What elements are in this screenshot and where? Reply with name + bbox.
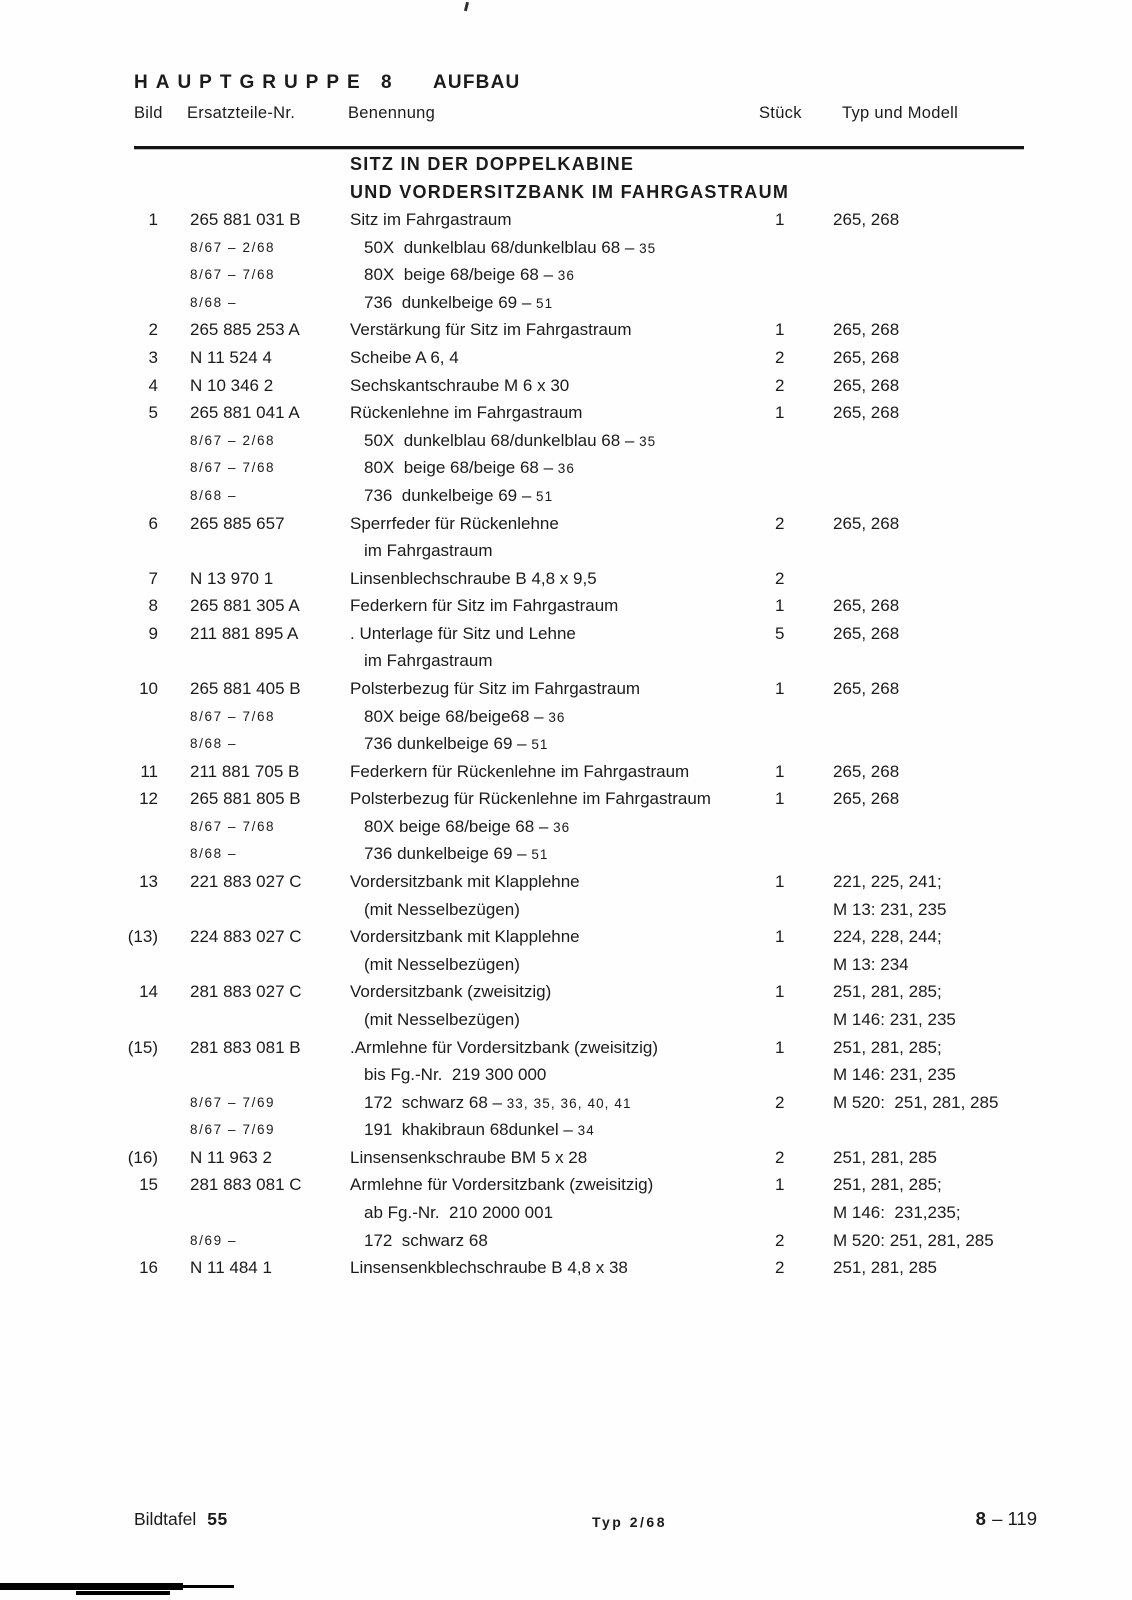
type-model: 265, 268 — [833, 375, 900, 395]
table-row — [0, 289, 1132, 317]
part-number: 8/67 – 7/69 — [190, 1094, 276, 1110]
part-name — [350, 179, 789, 208]
part-name-text: 80X beige 68/beige 68 – — [364, 265, 558, 285]
table-row — [0, 1006, 1132, 1034]
table-row — [0, 951, 1132, 979]
part-name-text: Sitz im Fahrgastraum — [350, 210, 512, 230]
table-row — [0, 1089, 1132, 1117]
part-number: 281 883 081 B — [190, 1037, 301, 1057]
type-model: 251, 281, 285; — [833, 1037, 942, 1057]
part-number: 8/67 – 2/68 — [190, 432, 276, 448]
part-name — [364, 289, 553, 318]
type-model: 251, 281, 285 — [833, 1147, 937, 1167]
quantity: 1 — [775, 403, 785, 423]
part-number: 265 885 253 A — [190, 320, 300, 340]
part-name-text: Polsterbezug für Sitz im Fahrgastraum — [350, 678, 641, 698]
part-name-text: 80X beige 68/beige 68 – — [364, 458, 558, 478]
part-name — [364, 1006, 520, 1035]
table-row — [0, 151, 1132, 179]
part-name-text: Scheibe A 6, 4 — [350, 348, 459, 368]
part-name — [350, 592, 618, 621]
part-number: N 11 963 2 — [190, 1147, 272, 1167]
bild-ref: (13) — [127, 927, 158, 947]
part-name — [364, 647, 492, 676]
bildtafel-number: 55 — [207, 1509, 228, 1529]
bild-ref: 14 — [139, 982, 158, 1002]
table-row — [0, 510, 1132, 538]
page-number — [976, 1506, 1037, 1532]
part-name-text: im Fahrgastraum — [364, 541, 493, 561]
type-model: 224, 228, 244; — [833, 927, 942, 947]
scan-artifact-smear — [0, 1583, 183, 1590]
part-name-text: Vordersitzbank (zweisitzig) — [350, 982, 552, 1002]
table-row — [0, 868, 1132, 896]
type-model: 251, 281, 285; — [833, 982, 942, 1002]
quantity: 2 — [775, 348, 785, 368]
part-name — [350, 510, 559, 539]
type-model: M 520: 251, 281, 285 — [833, 1092, 999, 1112]
part-name — [350, 399, 582, 428]
part-name-code: 36 — [548, 709, 566, 725]
part-name — [364, 1116, 595, 1145]
part-name-text: Vordersitzbank mit Klapplehne — [350, 927, 580, 947]
table-row — [0, 482, 1132, 510]
part-name-text: 172 schwarz 68 — [364, 1230, 488, 1250]
bild-ref: (16) — [127, 1147, 158, 1167]
part-name — [350, 785, 711, 814]
part-name-code: 51 — [536, 488, 554, 504]
part-number: 265 881 805 B — [190, 789, 301, 809]
part-name — [364, 427, 656, 456]
quantity: 1 — [775, 789, 785, 809]
table-row — [0, 620, 1132, 648]
part-name — [350, 1171, 653, 1200]
part-name-text: 736 dunkelbeige 69 – — [364, 485, 537, 505]
type-model: M 146: 231, 235 — [833, 1065, 956, 1085]
page-header — [0, 72, 1132, 96]
table-row — [0, 1199, 1132, 1227]
part-name — [364, 454, 575, 483]
part-name — [364, 261, 575, 290]
part-name-code: 35 — [639, 240, 657, 256]
type-model: 265, 268 — [833, 761, 900, 781]
table-row — [0, 344, 1132, 372]
table-row — [0, 840, 1132, 868]
part-name — [350, 620, 576, 649]
part-name-code: 51 — [531, 847, 549, 863]
part-name — [350, 344, 459, 373]
page-number-rest: – 119 — [986, 1508, 1037, 1529]
part-name-text: Linsenblechschraube B 4,8 x 9,5 — [350, 568, 597, 588]
part-name — [364, 1227, 488, 1256]
part-name — [364, 1061, 546, 1090]
type-model: 265, 268 — [833, 403, 900, 423]
part-name — [364, 482, 553, 511]
part-name-text: ab Fg.-Nr. 210 2000 001 — [364, 1202, 554, 1222]
part-number: 281 883 027 C — [190, 982, 302, 1002]
part-name — [350, 151, 634, 180]
quantity: 1 — [775, 1037, 785, 1057]
quantity: 5 — [775, 623, 785, 643]
table-row — [0, 234, 1132, 262]
quantity: 1 — [775, 678, 785, 698]
table-row — [0, 1227, 1132, 1255]
part-number: 211 881 895 A — [190, 623, 299, 643]
part-name-text: bis Fg.-Nr. 219 300 000 — [364, 1065, 547, 1085]
part-name-code: 36 — [557, 461, 575, 477]
part-name-code: 36 — [553, 819, 571, 835]
bild-ref: 8 — [148, 596, 158, 616]
type-model: 265, 268 — [833, 348, 900, 368]
part-name — [350, 758, 689, 787]
table-row — [0, 1171, 1132, 1199]
part-name — [364, 730, 549, 759]
part-name — [350, 978, 551, 1007]
type-model: M 520: 251, 281, 285 — [833, 1230, 994, 1250]
part-name-text: Linsensenkschraube BM 5 x 28 — [350, 1147, 588, 1167]
part-name-text: 191 khakibraun 68dunkel – — [364, 1120, 578, 1140]
quantity: 2 — [775, 1147, 785, 1167]
part-name-text: (mit Nesselbezügen) — [364, 954, 520, 974]
table-row — [0, 427, 1132, 455]
quantity: 1 — [775, 210, 785, 230]
quantity: 1 — [775, 320, 785, 340]
part-number: 8/67 – 7/68 — [190, 267, 276, 283]
part-number: 265 881 305 A — [190, 596, 300, 616]
part-number: N 11 484 1 — [190, 1258, 272, 1278]
table-row — [0, 730, 1132, 758]
bild-ref: 2 — [148, 320, 158, 340]
bildtafel-text: Bildtafel — [134, 1509, 197, 1529]
col-typ-und-modell: Typ und Modell — [842, 104, 959, 122]
part-number: 8/68 – — [190, 487, 238, 503]
part-name-text: Federkern für Sitz im Fahrgastraum — [350, 596, 619, 616]
quantity: 2 — [775, 375, 785, 395]
type-model: 265, 268 — [833, 789, 900, 809]
part-name — [364, 840, 549, 869]
part-number: 211 881 705 B — [190, 761, 300, 781]
part-number: 281 883 081 C — [190, 1175, 302, 1195]
part-number: 8/67 – 7/68 — [190, 818, 276, 834]
part-number: 221 883 027 C — [190, 872, 302, 892]
type-model: M 146: 231, 235 — [833, 1009, 956, 1029]
quantity: 1 — [775, 872, 785, 892]
col-ersatzteile-nr: Ersatzteile-Nr. — [187, 104, 296, 122]
part-number: 8/67 – 7/68 — [190, 708, 276, 724]
table-row — [0, 703, 1132, 731]
parts-table — [0, 151, 1132, 1282]
part-name — [364, 896, 520, 925]
table-row — [0, 785, 1132, 813]
part-number: 8/68 – — [190, 846, 238, 862]
quantity: 1 — [775, 927, 785, 947]
bild-ref: 1 — [148, 210, 158, 230]
part-name — [364, 234, 656, 263]
table-row — [0, 758, 1132, 786]
bild-ref: 11 — [140, 761, 158, 781]
quantity: 1 — [775, 1175, 785, 1195]
part-number: 8/68 – — [190, 736, 238, 752]
part-name — [364, 1199, 553, 1228]
table-row — [0, 813, 1132, 841]
bild-ref: 7 — [148, 568, 158, 588]
part-name — [350, 372, 569, 401]
table-row — [0, 647, 1132, 675]
header-rule — [134, 146, 1024, 149]
table-row — [0, 399, 1132, 427]
table-row — [0, 179, 1132, 207]
quantity: 2 — [775, 1230, 785, 1250]
type-model: 265, 268 — [833, 320, 900, 340]
bild-ref: 16 — [139, 1258, 158, 1278]
part-name-text: 172 schwarz 68 – — [364, 1092, 507, 1112]
type-model: M 13: 231, 235 — [833, 899, 947, 919]
part-name-text: Linsensenkblechschraube B 4,8 x 38 — [350, 1258, 628, 1278]
page-footer — [0, 1506, 1132, 1532]
group-title: HAUPTGRUPPE 8 — [134, 72, 400, 93]
page-number-group: 8 — [975, 1508, 987, 1529]
table-row — [0, 923, 1132, 951]
type-model: 221, 225, 241; — [833, 872, 942, 892]
quantity: 2 — [775, 1258, 785, 1278]
part-number: 8/69 – — [190, 1232, 238, 1248]
part-name-text: 736 dunkelbeige 69 – — [364, 734, 532, 754]
quantity: 1 — [775, 761, 785, 781]
column-headers — [0, 104, 1132, 128]
col-benennung: Benennung — [348, 104, 436, 122]
part-name — [364, 537, 492, 566]
part-name-code: 51 — [536, 295, 554, 311]
part-name-text: SITZ IN DER DOPPELKABINE — [350, 154, 635, 174]
part-name-text: Rückenlehne im Fahrgastraum — [350, 403, 583, 423]
part-number: 265 881 405 B — [190, 678, 301, 698]
part-name-text: 50X dunkelblau 68/dunkelblau 68 – — [364, 430, 640, 450]
part-name-text: Sperrfeder für Rückenlehne — [350, 513, 559, 533]
bildtafel-label — [134, 1506, 228, 1532]
part-name — [364, 1089, 632, 1118]
part-name-text: Polsterbezug für Rückenlehne im Fahrgastraum — [350, 789, 711, 809]
part-name — [350, 1254, 628, 1283]
part-name-code: 36 — [557, 268, 575, 284]
part-name-text: Verstärkung für Sitz im Fahrgastraum — [350, 320, 632, 340]
col-bild: Bild — [134, 104, 163, 122]
part-name-text: Vordersitzbank mit Klapplehne — [350, 872, 580, 892]
part-name — [350, 565, 597, 594]
bild-ref: (15) — [127, 1037, 158, 1057]
quantity: 2 — [775, 1092, 785, 1112]
part-name-text: im Fahrgastraum — [364, 651, 493, 671]
part-name — [364, 951, 520, 980]
bild-ref: 6 — [148, 513, 158, 533]
part-number: 224 883 027 C — [190, 927, 302, 947]
table-row — [0, 537, 1132, 565]
part-name — [364, 703, 566, 732]
part-name — [350, 316, 632, 345]
typ-label: Typ 2/68 — [592, 1514, 667, 1530]
part-name-text: 80X beige 68/beige68 – — [364, 706, 549, 726]
type-model: 265, 268 — [833, 678, 900, 698]
type-model: 265, 268 — [833, 210, 900, 230]
table-row — [0, 316, 1132, 344]
part-name-text: UND VORDERSITZBANK IM FAHRGASTRAUM — [350, 181, 790, 202]
part-name — [364, 813, 570, 842]
table-row — [0, 261, 1132, 289]
part-number: 8/67 – 7/69 — [190, 1122, 276, 1138]
scan-artifact-smear — [76, 1591, 170, 1595]
quantity: 1 — [775, 596, 785, 616]
type-model: M 13: 234 — [833, 954, 909, 974]
table-row — [0, 1034, 1132, 1062]
scan-artifact-smear — [182, 1585, 234, 1588]
table-row — [0, 592, 1132, 620]
part-name — [350, 1034, 658, 1063]
part-name — [350, 1144, 587, 1173]
bild-ref: 10 — [139, 678, 158, 698]
quantity: 2 — [775, 568, 785, 588]
part-name-text: Sechskantschraube M 6 x 30 — [350, 375, 570, 395]
table-row — [0, 372, 1132, 400]
bild-ref: 3 — [148, 348, 158, 368]
part-number: 265 885 657 — [190, 513, 285, 533]
bild-ref: 13 — [139, 872, 158, 892]
quantity: 2 — [775, 513, 785, 533]
part-name-text: (mit Nesselbezügen) — [364, 1009, 520, 1029]
part-name-code: 35 — [639, 433, 657, 449]
type-model: 265, 268 — [833, 513, 900, 533]
part-number: N 11 524 4 — [190, 348, 272, 368]
bild-ref: 4 — [148, 375, 158, 395]
type-model: M 146: 231,235; — [833, 1202, 961, 1222]
part-number: 8/68 – — [190, 294, 238, 310]
table-row — [0, 1116, 1132, 1144]
part-name-text: . Unterlage für Sitz und Lehne — [350, 623, 576, 643]
part-number: 8/67 – 2/68 — [190, 239, 276, 255]
part-name-text: (mit Nesselbezügen) — [364, 899, 520, 919]
type-model: 265, 268 — [833, 623, 900, 643]
bild-ref: 15 — [139, 1175, 158, 1195]
table-row — [0, 1061, 1132, 1089]
part-number: 8/67 – 7/68 — [190, 460, 276, 476]
part-number: N 13 970 1 — [190, 568, 274, 588]
table-row — [0, 206, 1132, 234]
part-number: N 10 346 2 — [190, 375, 274, 395]
type-model: 251, 281, 285; — [833, 1175, 942, 1195]
table-row — [0, 1254, 1132, 1282]
part-name — [350, 675, 640, 704]
bild-ref: 9 — [148, 623, 158, 643]
part-name-text: 736 dunkelbeige 69 – — [364, 844, 532, 864]
col-stueck: Stück — [759, 104, 802, 122]
scan-artifact-mark — [464, 2, 469, 11]
part-name — [350, 868, 580, 897]
table-row — [0, 454, 1132, 482]
section-label: AUFBAU — [433, 72, 521, 93]
table-row — [0, 565, 1132, 593]
part-name-text: 50X dunkelblau 68/dunkelblau 68 – — [364, 237, 640, 257]
part-name-code: 33, 35, 36, 40, 41 — [506, 1095, 632, 1111]
table-row — [0, 675, 1132, 703]
bild-ref: 5 — [148, 403, 158, 423]
type-model: 251, 281, 285 — [833, 1258, 937, 1278]
quantity: 1 — [775, 982, 785, 1002]
part-name-text: Armlehne für Vordersitzbank (zweisitzig) — [350, 1175, 654, 1195]
part-name-text: 736 dunkelbeige 69 – — [364, 292, 537, 312]
bild-ref: 12 — [139, 789, 158, 809]
part-name-text: .Armlehne für Vordersitzbank (zweisitzig) — [350, 1037, 659, 1057]
part-name — [350, 923, 580, 952]
table-row — [0, 978, 1132, 1006]
part-name — [350, 206, 512, 235]
table-row — [0, 1144, 1132, 1172]
part-name-text: Federkern für Rückenlehne im Fahrgastraum — [350, 761, 690, 781]
part-name-text: 80X beige 68/beige 68 – — [364, 816, 554, 836]
part-number: 265 881 031 B — [190, 210, 301, 230]
part-name-code: 51 — [531, 737, 549, 753]
part-number: 265 881 041 A — [190, 403, 300, 423]
table-row — [0, 896, 1132, 924]
type-model: 265, 268 — [833, 596, 900, 616]
part-name-code: 34 — [577, 1123, 595, 1139]
